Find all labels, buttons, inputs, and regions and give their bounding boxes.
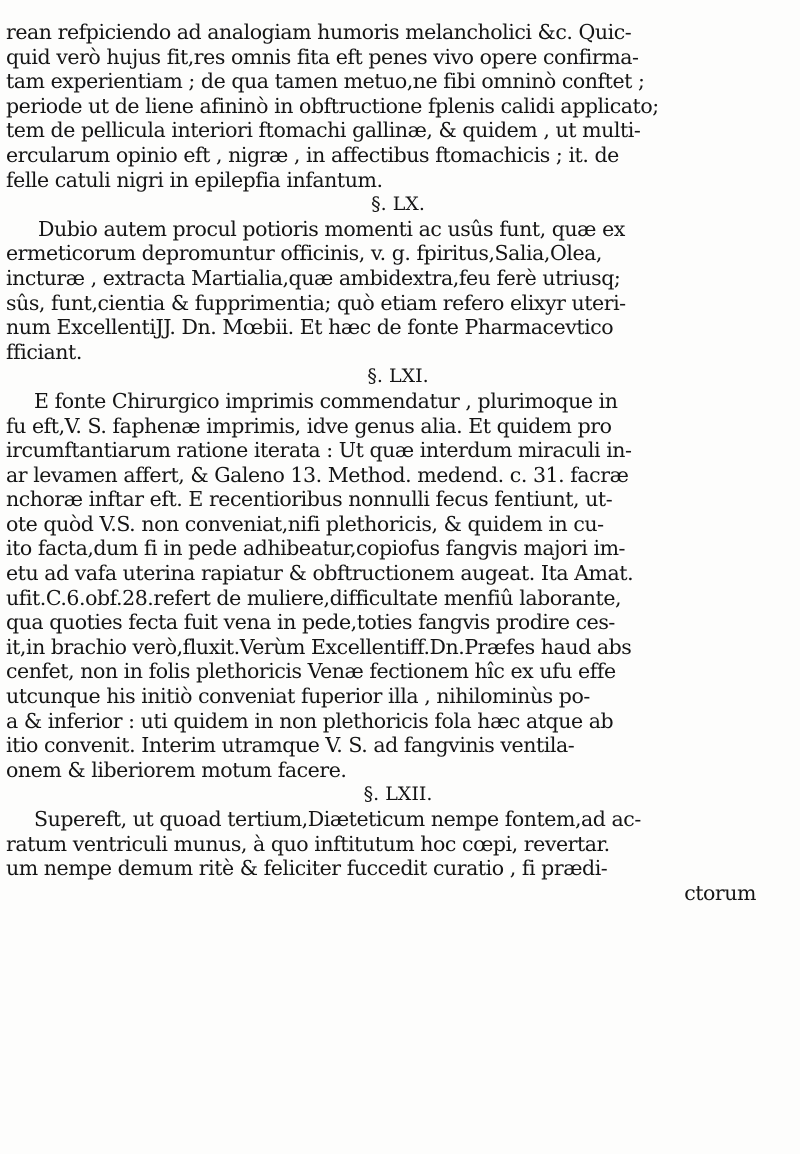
- text-line: ote quòd V.S. non conveniat,nifi plethoricis, & quidem in cu-: [6, 511, 604, 536]
- text-line: num ExcellentiJJ. Dn. Mœbii. Et hæc de fonte Pharmacevtico: [6, 315, 614, 340]
- section-number: §. LX.: [371, 193, 425, 216]
- text-line: ratum ventriculi munus, à quo inftitutum hoc cœpi, revertar.: [6, 831, 610, 856]
- text-line: cenfet, non in folis plethoricis Venæ fectionem hîc ex ufu effe: [6, 659, 616, 684]
- text-line: E fonte Chirurgico imprimis commendatur , plurimoque in: [34, 388, 618, 413]
- text-line: Dubio autem procul potioris momenti ac usûs funt, quæ ex: [38, 216, 625, 241]
- text-line: a & inferior : uti quidem in non plethoricis fola hæc atque ab: [6, 708, 614, 733]
- text-line: ito facta,dum fi in pede adhibeatur,copiofus fangvis majori im-: [6, 536, 626, 561]
- text-line: itio convenit. Interim utramque V. S. ad fangvinis ventila-: [6, 733, 575, 758]
- text-line: ircumftantiarum ratione iterata : Ut quæ interdum miraculi in-: [6, 438, 632, 463]
- text-line: tem de pellicula interiori ftomachi gallinæ, & quidem , ut multi-: [6, 118, 641, 143]
- section-number: §. LXII.: [363, 783, 433, 806]
- text-line: etu ad vafa uterina rapiatur & obftructionem augeat. Ita Amat.: [6, 561, 634, 586]
- text-line: quid verò hujus fit,res omnis fita eft penes vivo opere confirma-: [6, 44, 639, 69]
- section-heading: [6, 192, 790, 217]
- catchword: ctorum: [684, 880, 756, 905]
- text-line: rean refpiciendo ad analogiam humoris melancholici &c. Quic-: [6, 20, 632, 44]
- text-line: it,in brachio verò,fluxit.Verùm Excellentiff.Dn.Præfes haud abs: [6, 634, 632, 659]
- text-line: um nempe demum ritè & feliciter fuccedit curatio , fi prædi-: [6, 856, 608, 881]
- text-line: fficiant.: [6, 339, 82, 364]
- text-line: nchoræ inftar eft. E recentioribus nonnulli fecus fentiunt, ut-: [6, 487, 613, 512]
- text-line: onem & liberiorem motum facere.: [6, 757, 347, 782]
- text-line: ercularum opinio eft , nigræ , in affectibus ftomachicis ; it. de: [6, 142, 619, 167]
- text-line: tam experientiam ; de qua tamen metuo,ne fibi omninò conftet ;: [6, 69, 645, 94]
- text-line: Supereft, ut quoad tertium,Diæteticum nempe fontem,ad ac-: [34, 807, 641, 831]
- text-line: ufit.C.6.obf.28.refert de muliere,difficultate menfiû laborante,: [6, 585, 622, 610]
- text-line: ar levamen affert, & Galeno 13. Method. medend. c. 31. facræ: [6, 462, 629, 487]
- text-line: ermeticorum depromuntur officinis, v. g. fpiritus,Salia,Olea,: [6, 241, 602, 266]
- section-heading: [6, 782, 790, 807]
- text-line: sûs, funt,cientia & fupprimentia; quò etiam refero elixyr uteri-: [6, 290, 626, 315]
- text-line: utcunque his initiò conveniat fuperior illa , nihilominùs po-: [6, 684, 590, 709]
- text-line: periode ut de liene afininò in obftructione fplenis calidi applicato;: [6, 93, 659, 118]
- text-line: fu eft,V. S. faphenæ imprimis, idve genus alia. Et quidem pro: [6, 413, 612, 438]
- text-line: incturæ , extracta Martialia,quæ ambidextra,feu ferè utriusq;: [6, 265, 621, 290]
- text-line: qua quoties fecta fuit vena in pede,toties fangvis prodire ces-: [6, 610, 615, 635]
- text-line: felle catuli nigri in epilepfia infantum.: [6, 167, 383, 192]
- section-number: §. LXI.: [367, 365, 429, 388]
- section-heading: [6, 364, 790, 389]
